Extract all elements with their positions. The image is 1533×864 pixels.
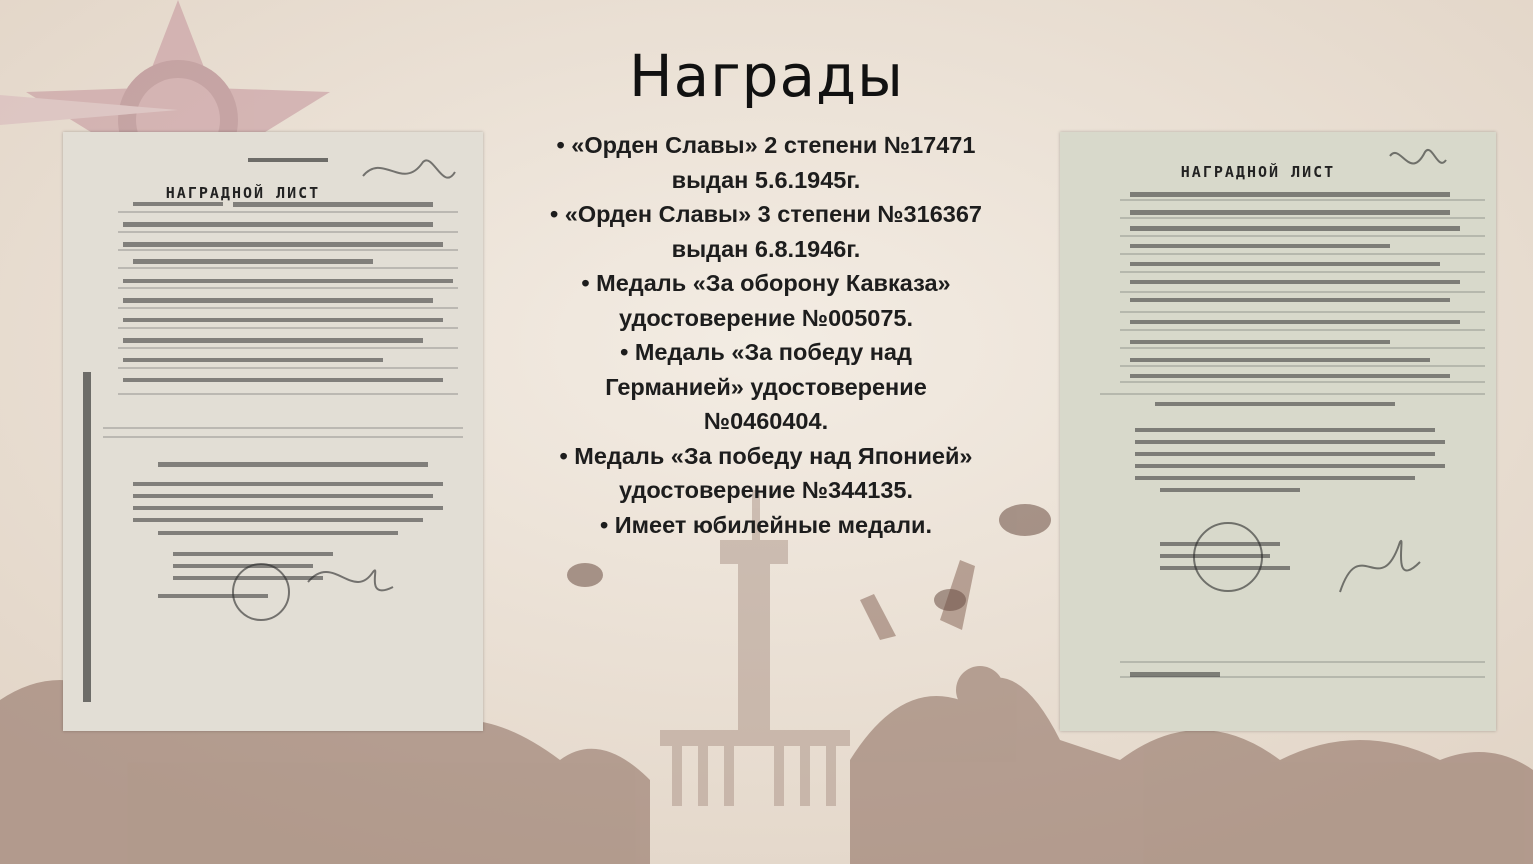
list-item: • Медаль «За победу над Японией» удостоверение №344135.	[559, 442, 973, 503]
document-scan-right	[1060, 132, 1496, 731]
award-document-left	[63, 132, 483, 731]
list-item: • Имеет юбилейные медали.	[600, 511, 932, 538]
awards-list	[548, 128, 984, 542]
document-heading: НАГРАДНОЙ ЛИСТ	[165, 184, 321, 202]
page-title: Награды	[629, 42, 904, 110]
list-item: • Медаль «За победу над Германией» удостоверение №0460404.	[605, 339, 927, 434]
list-item: • Медаль «За оборону Кавказа» удостоверение №005075.	[581, 270, 951, 331]
award-document-right	[1060, 132, 1496, 731]
document-heading: НАГРАДНОЙ ЛИСТ	[1180, 163, 1336, 181]
list-item: • «Орден Славы» 3 степени №316367 выдан 6.8.1946г.	[550, 201, 982, 262]
list-item: • «Орден Славы» 2 степени №17471 выдан 5.6.1945г.	[556, 132, 976, 193]
document-scan-left	[63, 132, 483, 731]
